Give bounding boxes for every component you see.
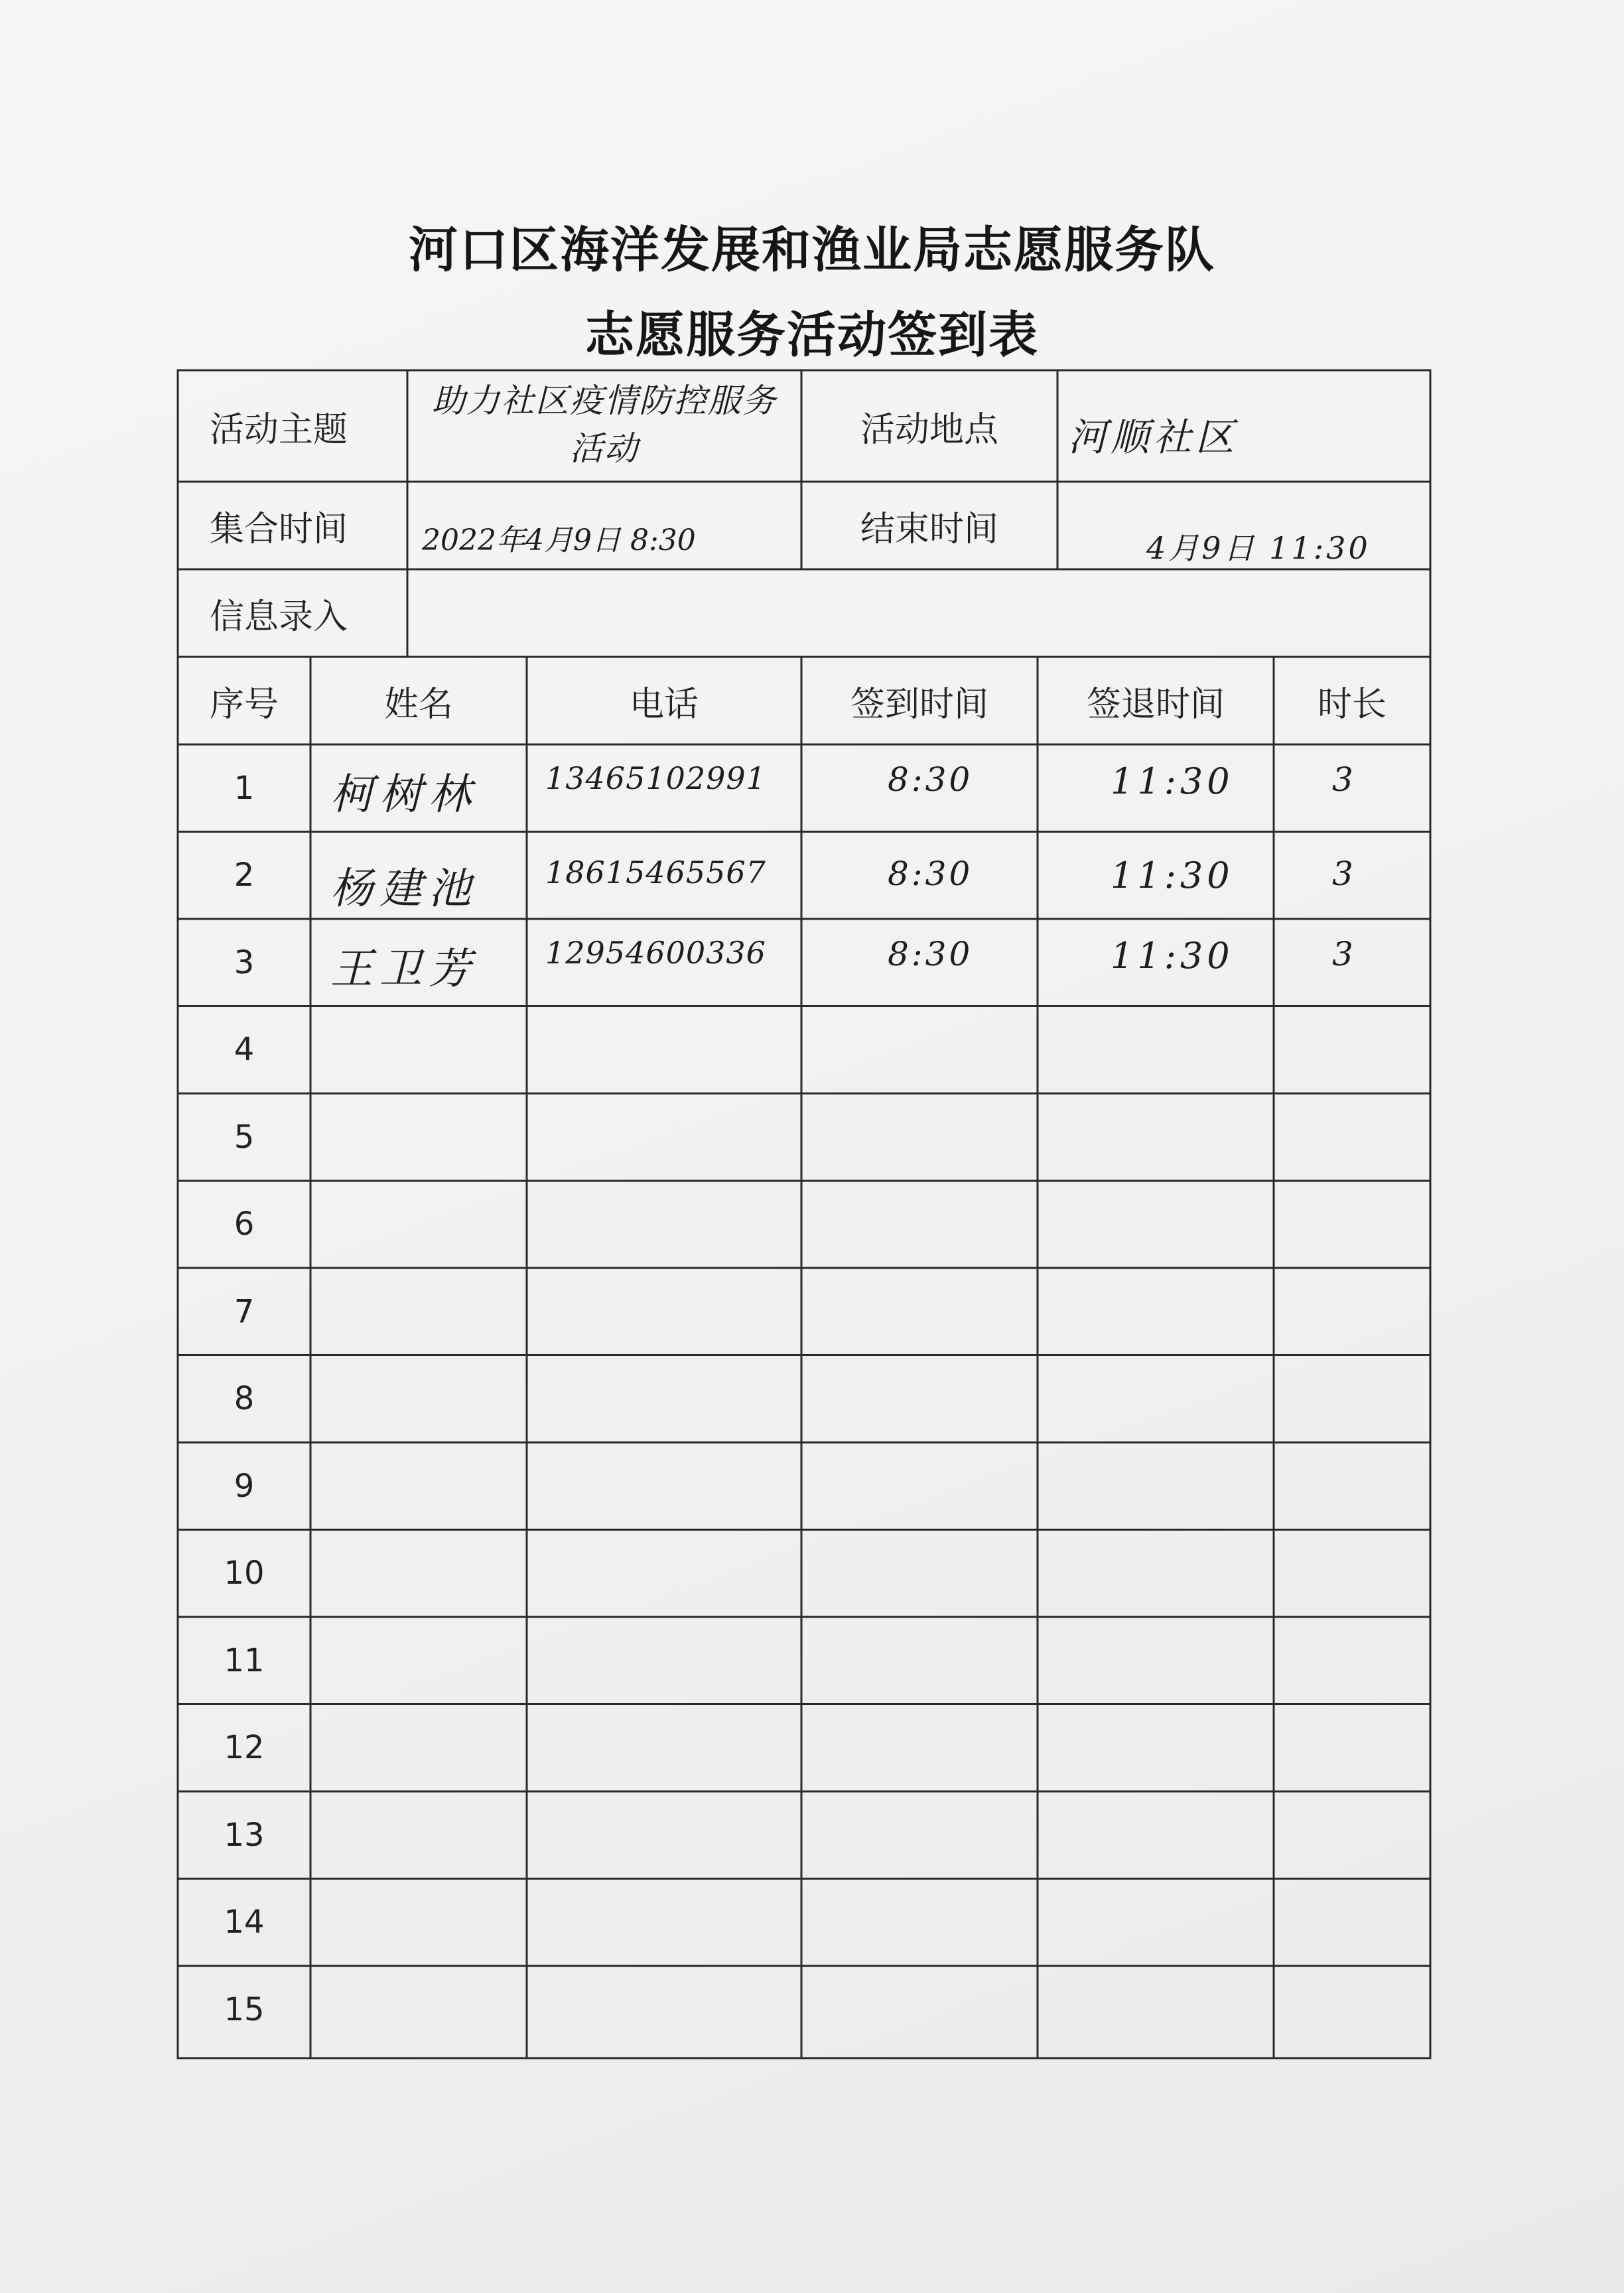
sign-out-time: 11:30 [1111,760,1234,802]
gather-time-value: 2022年4月9日 8:30 [422,523,696,557]
row-number: 12 [224,1729,265,1767]
row-number: 6 [234,1206,255,1243]
row-number: 11 [224,1641,265,1679]
sign-in-time: 8:30 [888,760,973,799]
header-no: 序号 [209,684,279,725]
volunteer-name: 柯树林 [330,770,478,819]
row-number: 8 [234,1380,255,1418]
row-number: 7 [234,1292,255,1330]
duration: 3 [1332,935,1353,973]
topic-value: 助力社区疫情防控服务活动 [432,382,777,468]
location-value: 河顺社区 [1068,415,1239,460]
header-phone: 电话 [629,684,699,725]
sign-out-time: 11:30 [1111,935,1234,977]
sign-in-time: 8:30 [888,935,973,973]
row-number: 10 [224,1555,265,1592]
row-number: 1 [234,769,255,807]
header-duration: 时长 [1317,684,1387,725]
phone-number: 12954600336 [545,935,766,971]
row-number: 5 [234,1118,255,1156]
volunteer-name: 王卫芳 [330,945,478,994]
info-entry-label: 信息录入 [210,596,348,637]
header-name: 姓名 [383,684,453,725]
phone-number: 18615465567 [545,854,766,890]
row-number: 9 [234,1467,255,1505]
header-sign-in: 签到时间 [850,684,988,725]
row-number: 4 [234,1031,255,1069]
row-number: 2 [234,857,255,894]
page-subtitle: 志愿服务活动签到表 [585,307,1039,364]
location-label: 活动地点 [860,409,998,450]
sign-in-time: 8:30 [888,854,973,893]
row-number: 13 [224,1816,265,1854]
gather-time-label: 集合时间 [210,509,348,549]
row-number: 14 [224,1904,265,1941]
row-number: 15 [224,1990,265,2028]
header-sign-out: 签退时间 [1086,684,1225,725]
duration: 3 [1332,854,1353,893]
page-title: 河口区海洋发展和渔业局志愿服务队 [409,222,1215,279]
phone-number: 13465102991 [545,760,766,796]
end-time-value: 4月9日 11:30 [1146,530,1371,566]
end-time-label: 结束时间 [860,509,998,549]
row-number: 3 [234,943,255,981]
sign-out-time: 11:30 [1111,854,1234,896]
duration: 3 [1332,760,1353,799]
topic-label: 活动主题 [210,409,348,450]
volunteer-name: 杨建池 [330,864,478,914]
